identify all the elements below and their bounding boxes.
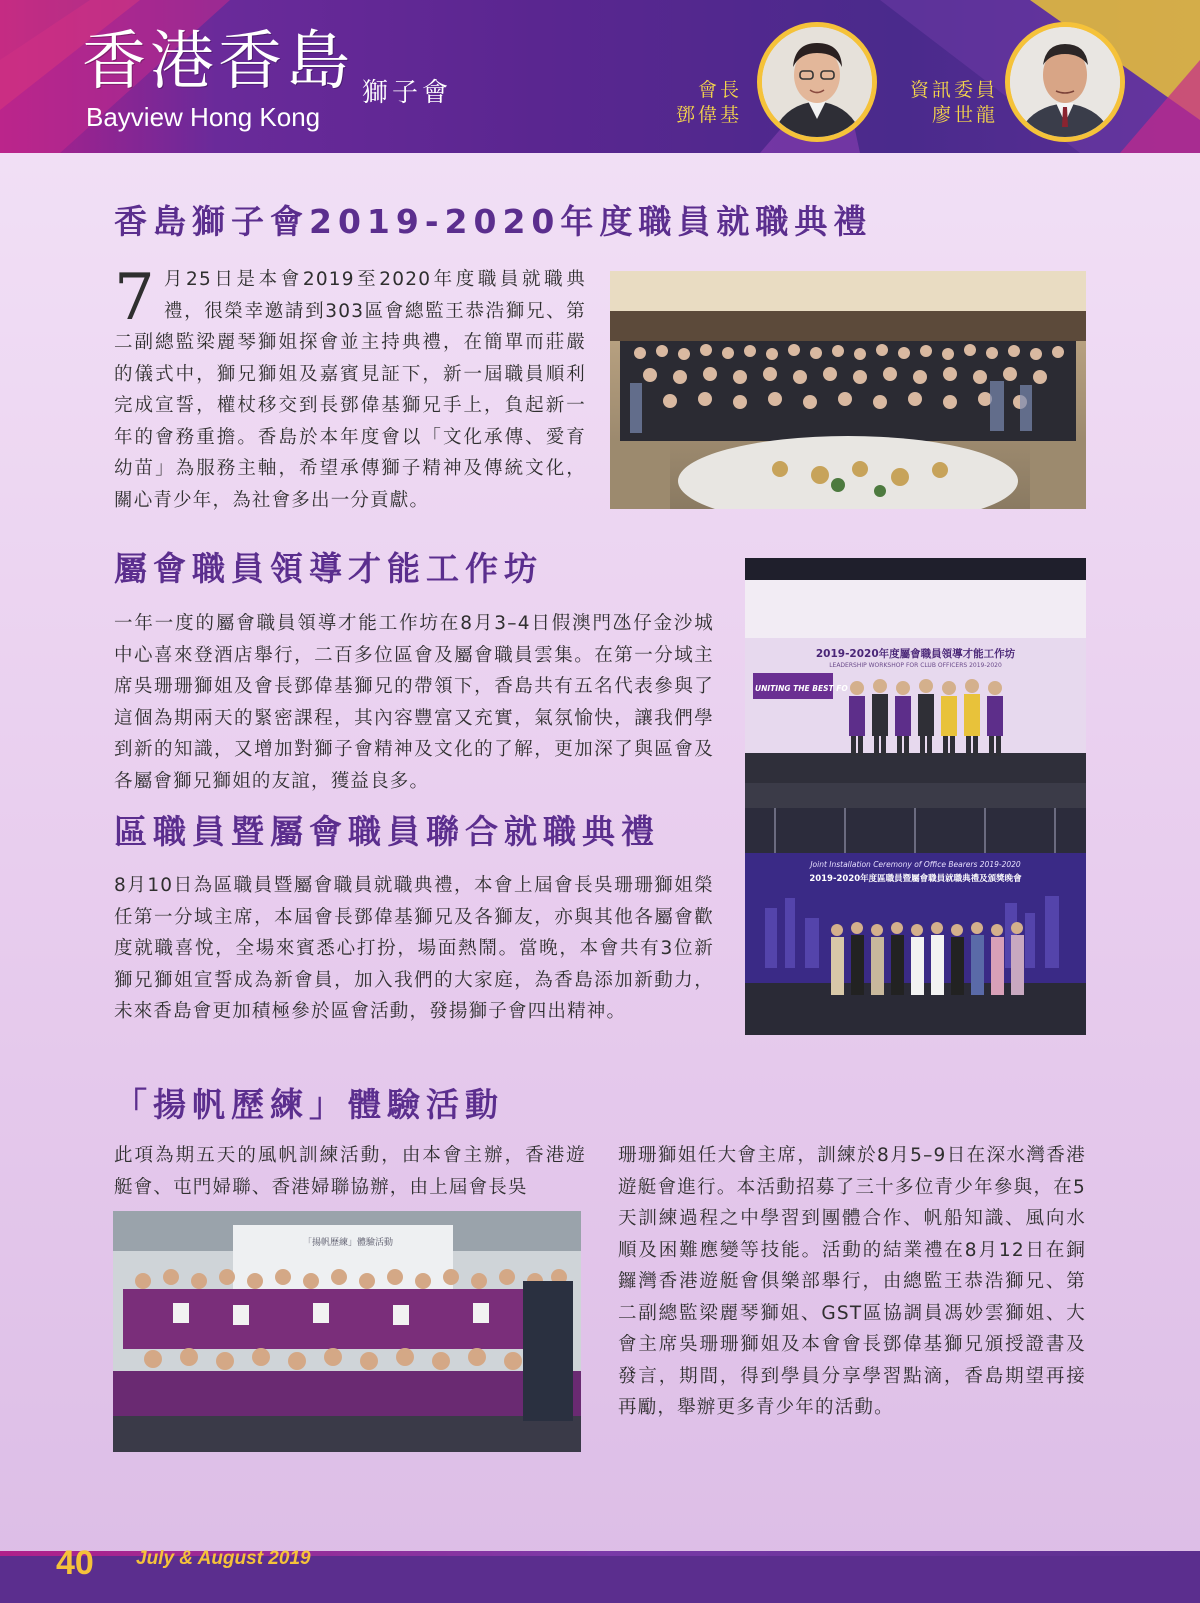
section-title-installation: 香島獅子會2019-2020年度職員就職典禮 [114, 202, 873, 241]
section-body-joint-installation: 8月10日為區職員暨屬會職員就職典禮，本會上屆會長吳珊珊獅姐榮任第一分域主席，本屆會長鄧偉基獅兄及各獅友，亦與其他各屬會歡度就職喜悅，全場來賓悉心打扮，場面熱鬧。當晚，本會共有3位新獅兄獅姐宣誓成為新會員，加入我們的大家庭，為香島添加新動力，未來香島會更加積極參於區會活動，發揚獅子會四出精神。 [114, 875, 714, 1022]
workshop-banner-title: 2019-2020年度屬會職員領導才能工作坊 [815, 648, 1016, 660]
section-body-sailing-left: 此項為期五天的風帆訓練活動，由本會主辦，香港遊艇會、屯門婦聯、香港婦聯協辦，由上屆會長吳 [114, 1145, 586, 1198]
section-body-sailing-right: 珊珊獅姐任大會主席，訓練於8月5–9日在深水灣香港遊艇會進行。本活動招募了三十多位青少年參與，在5天訓練過程之中學習到團體合作、帆船知識、風向水順及困難應變等技能。活動的結業禮在8月12日在銅鑼灣香港遊艇會俱樂部舉行，由總監王恭浩獅兄、第二副總監梁麗琴獅姐、GST區協調員馮妙雲獅姐、大會主席吳珊珊獅姐及本會會長鄧偉基獅兄頒授證書及發言，期間，得到學員分享學習點滴，香島期望再接再勵，舉辦更多青少年的活動。 [618, 1145, 1086, 1418]
workshop-group-photo [745, 558, 1086, 808]
club-name-english: Bayview Hong Kong [86, 102, 321, 132]
joint-banner-title-en: Joint Installation Ceremony of Office Bearers 2019-2020 [810, 860, 1021, 869]
page-number: 40 [56, 1544, 94, 1582]
info-officer-caption [880, 78, 998, 128]
section-body-workshop: 一年一度的屬會職員領導才能工作坊在8月3–4日假澳門氹仔金沙城中心喜來登酒店舉行，二百多位區會及屬會職員雲集。在第一分域主席吳珊珊獅姐及會長鄧偉基獅兄的帶領下，香島共有五名代表參與了這個為期兩天的緊密課程，其內容豐富又充實，氣氛愉快，讓我們學到新的知識，又增加對獅子會精神及文化的了解，更加深了與區會及各屬會獅兄獅姐的友誼，獲益良多。 [114, 613, 714, 792]
club-suffix: 獅子會 [362, 78, 453, 108]
page-header [0, 0, 1200, 153]
president-portrait [757, 22, 877, 142]
sailing-banner: 「揚帆歷練」體驗活動 [303, 1238, 394, 1248]
issue-label: July & August 2019 [136, 1548, 311, 1569]
section-body-installation-text: 月25日是本會2019至2020年度職員就職典禮，很榮幸邀請到303區會總監王恭浩獅兄、第二副總監梁麗琴獅姐探會並主持典禮，在簡單而莊嚴的儀式中，獅兄獅姐及嘉賓見証下，新一屆職員順利完成宣誓，權杖移交到長鄧偉基獅兄手上，負起新一年的會務重擔。香島於本年度會以「文化承傳、愛育幼苗」為服務主軸，希望承傳獅子精神及傳統文化，關心青少年，為社會多出一分貢獻。 [114, 269, 586, 511]
info-officer-role: 資訊委員 [909, 79, 998, 101]
section-title-sailing: 「揚帆歷練」體驗活動 [114, 1085, 504, 1124]
workshop-slogan: UNITING THE BEST FO [755, 684, 848, 693]
installation-group-photo [610, 271, 1086, 509]
president-caption [660, 78, 742, 128]
workshop-banner-subtitle: LEADERSHIP WORKSHOP FOR CLUB OFFICERS 2019-2020 [829, 662, 1002, 669]
joint-installation-photo [745, 808, 1086, 1035]
sailing-group-photo [113, 1211, 581, 1452]
info-officer-portrait [1005, 22, 1125, 142]
section-title-workshop: 屬會職員領導才能工作坊 [114, 549, 543, 588]
dropcap: 7 [114, 261, 156, 335]
section-title-joint-installation: 區職員暨屬會職員聯合就職典禮 [114, 812, 660, 851]
club-name-chinese: 香港香島 [82, 25, 354, 99]
joint-banner-title-cn: 2019-2020年度區職員暨屬會職員就職典禮及頒獎晚會 [809, 874, 1022, 884]
president-role: 會長 [697, 79, 742, 101]
info-officer-name: 廖世龍 [931, 104, 998, 126]
president-name: 鄧偉基 [675, 104, 742, 126]
section-body-installation [114, 261, 586, 516]
